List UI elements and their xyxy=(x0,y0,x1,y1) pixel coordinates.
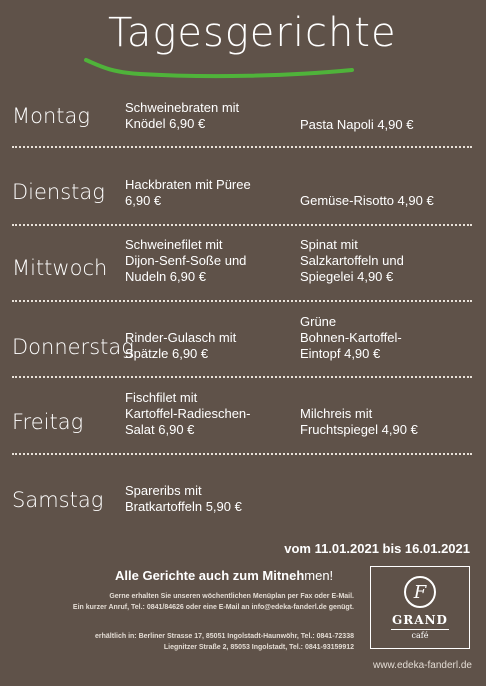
separator xyxy=(12,376,472,378)
dish-main-freitag: Fischfilet mit Kartoffel-Radieschen- Salat 6,90 € xyxy=(125,390,251,437)
dish-alt-montag: Pasta Napoli 4,90 € xyxy=(300,117,414,132)
address-line-1: erhältlich in: Berliner Strasse 17, 85051 Ingolstadt-Haunwöhr, Tel.: 0841-72338 xyxy=(95,633,354,640)
grand-cafe-logo xyxy=(370,566,470,649)
address-line-2: Liegnitzer Straße 2, 85053 Ingolstadt, Tel.: 0841-93159912 xyxy=(163,644,354,651)
logo-sub: café xyxy=(411,631,429,640)
website-url: www.edeka-fanderl.de xyxy=(373,660,472,671)
dish-alt-donnerstag: Grüne Bohnen-Kartoffel- Eintopf 4,90 € xyxy=(300,314,402,361)
takeaway-bold: Alle Gerichte auch zum Mitneh xyxy=(115,568,305,583)
day-label-dienstag: Dienstag xyxy=(12,180,105,204)
day-label-donnerstag: Donnerstag xyxy=(12,335,134,359)
logo-name: GRAND xyxy=(392,613,448,627)
dish-alt-mittwoch: Spinat mit Salzkartoffeln und Spiegelei 4,90 € xyxy=(300,237,404,284)
takeaway-light: men! xyxy=(304,568,334,583)
info-line-1: Gerne erhalten Sie unseren wöchentlichen Menüplan per Fax oder E-Mail. xyxy=(109,593,354,600)
dish-alt-dienstag: Gemüse-Risotto 4,90 € xyxy=(300,193,434,208)
separator xyxy=(12,224,472,226)
day-label-samstag: Samstag xyxy=(12,488,104,512)
dish-main-montag: Schweinebraten mit Knödel 6,90 € xyxy=(125,100,240,131)
dish-alt-freitag: Milchreis mit Fruchtspiegel 4,90 € xyxy=(300,406,418,437)
logo-divider xyxy=(391,629,449,630)
dish-main-mittwoch: Schweinefilet mit Dijon-Senf-Soße und Nudeln 6,90 € xyxy=(125,237,247,284)
separator xyxy=(12,300,472,302)
dish-main-donnerstag: Rinder-Gulasch mit Spätzle 6,90 € xyxy=(125,330,237,361)
day-label-montag: Montag xyxy=(12,104,90,128)
takeaway-note xyxy=(115,568,333,583)
separator xyxy=(12,453,472,455)
page-title: Tagesgerichte xyxy=(108,10,397,56)
day-label-mittwoch: Mittwoch xyxy=(12,256,108,280)
date-range: vom 11.01.2021 bis 16.01.2021 xyxy=(284,541,470,556)
title-underline-swoosh xyxy=(80,56,360,88)
logo-monogram-icon: F xyxy=(404,576,436,608)
info-line-2: Ein kurzer Anruf, Tel.: 0841/84626 oder eine E-Mail an info@edeka-fanderl.de genügt. xyxy=(72,604,354,611)
dish-main-dienstag: Hackbraten mit Püree 6,90 € xyxy=(125,177,251,208)
dish-main-samstag: Spareribs mit Bratkartoffeln 5,90 € xyxy=(125,483,242,514)
day-label-freitag: Freitag xyxy=(12,410,84,434)
separator xyxy=(12,146,472,148)
